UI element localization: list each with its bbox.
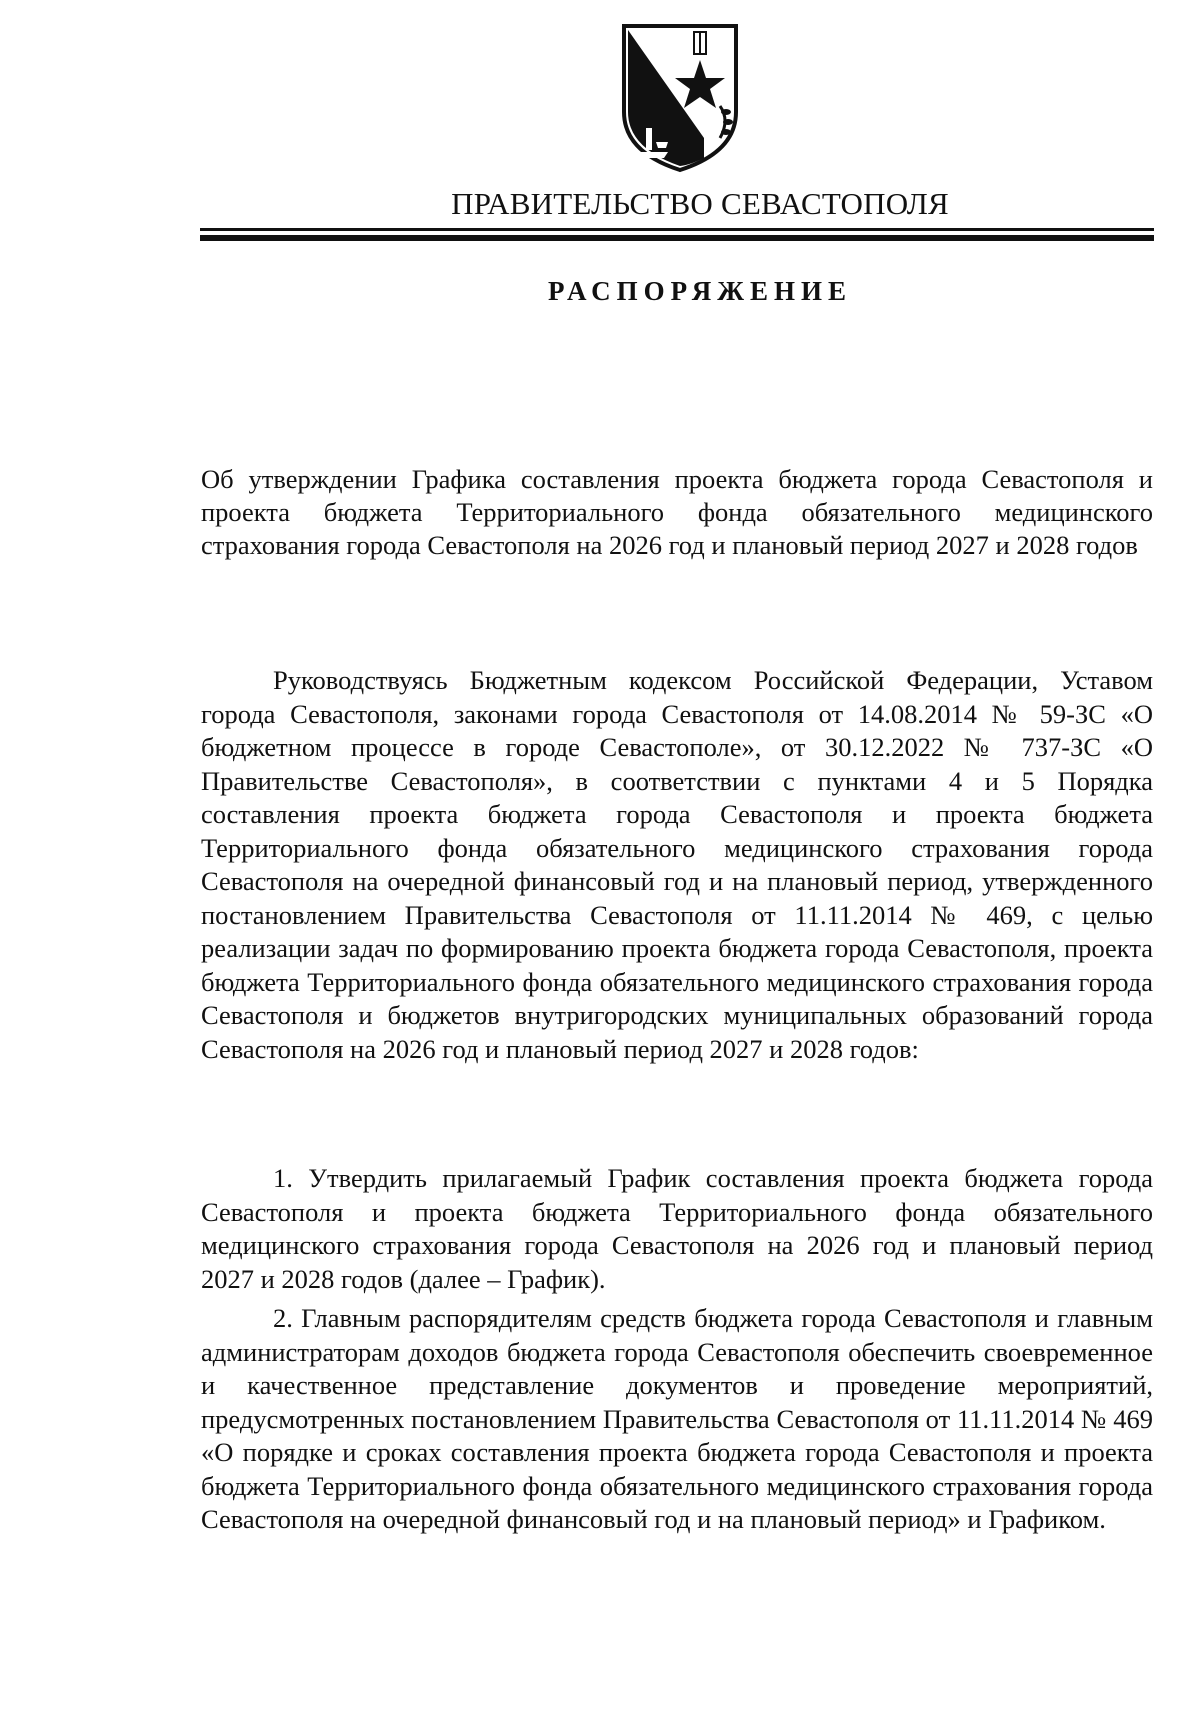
item-text: Утвердить прилагаемый График составления проекта бюджета города Севастополя и проекта бюджета Территориального фонда обязательного медицинского страхования города Севастополя на 2026 год и плановый период 2027 и 2028 годов (далее – График). — [201, 1163, 1154, 1294]
header-divider-thin — [200, 228, 1154, 231]
resolution-item — [201, 1302, 1153, 1537]
resolution-item — [201, 1162, 1153, 1296]
organization-title: ПРАВИТЕЛЬСТВО СЕВАСТОПОЛЯ — [451, 186, 949, 221]
resolution-items — [201, 1162, 1153, 1543]
preamble-paragraph: Руководствуясь Бюджетным кодексом Российской Федерации, Уставом города Севастополя, законами города Севастополя от 14.08.2014 № 59-ЗС «О бюджетном процессе в городе Севастополе», от 30.12.2022 № 737-ЗС «О Правительстве Севастополя», в соответствии с пунктами 4 и 5 Порядка составления проекта бюджета города Севастополя и проекта бюджета Территориального фонда обязательного медицинского страхования города Севастополя на очередной финансовый год и на плановый период, утвержденного постановлением Правительства Севастополя от 11.11.2014 № 469, с целью реализации задач по формированию проекта бюджета города Севастополя, проекта бюджета Территориального фонда обязательного медицинского страхования города Севастополя и бюджетов внутригородских муниципальных образований города Севастополя на 2026 год и плановый период 2027 и 2028 годов: — [201, 665, 1153, 1064]
item-number: 2. — [273, 1303, 293, 1333]
document-subject: Об утверждении Графика составления проекта бюджета города Севастополя и проекта бюджета Территориального фонда обязательного медицинского страхования города Севастополя на 2026 год и плановый период 2027 и 2028 годов — [201, 464, 1153, 560]
coat-of-arms-icon — [620, 20, 740, 175]
item-number: 1. — [273, 1163, 293, 1193]
header-divider-thick — [200, 235, 1154, 241]
item-text: Главным распорядителям средств бюджета города Севастополя и главным администраторам доходов бюджета города Севастополя обеспечить своевременное и качественное представление документов и проведение мероприятий, предусмотренных постановлением Правительства Севастополя от 11.11.2014 № 469 «О порядке и сроках составления проекта бюджета города Севастополя и проекта бюджета Территориального фонда обязательного медицинского страхования города Севастополя на очередной финансовый год и на плановый период» и Графиком. — [201, 1303, 1154, 1534]
document-type: РАСПОРЯЖЕНИЕ — [547, 276, 853, 306]
